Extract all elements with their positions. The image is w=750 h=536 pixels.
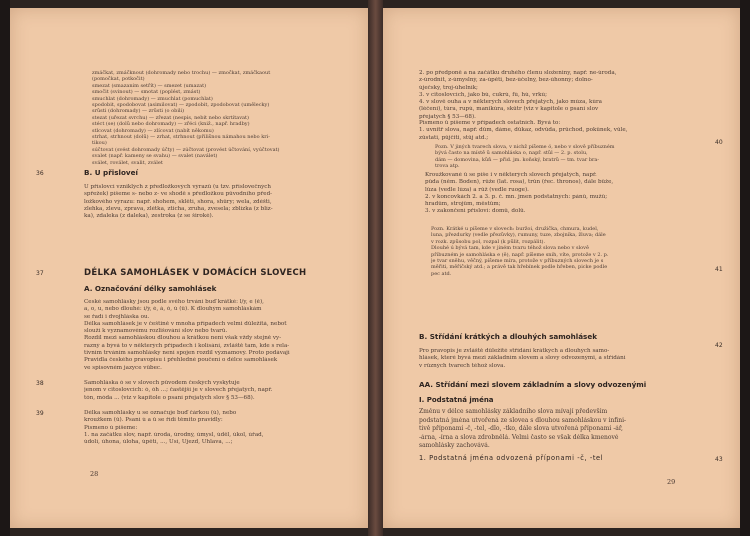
text-line: tivním trváním samohlásky není spojen rozdíl významový. Proto podávají	[84, 350, 290, 357]
text-line: smočit (svinout) — smotat (poplést, zmást)	[92, 89, 201, 96]
text-line: spřežek) píšeme s- nebo z- ve shodě s předložkou původního před-	[84, 191, 273, 198]
text-line: dám — domovina, kůň — přid. jm. koňský, bratrů — tm. tvar bra-	[435, 156, 600, 163]
section-marker-43: 43	[715, 456, 723, 463]
text-line: tivě příponami -č, -tel, -dlo, -tko, dále slova utvořená příponami -ář,	[419, 425, 623, 433]
text-line: zlehka, zlevu, zprava, zlétka, zticha, zruha, zvesela; zblízka (z blíz-	[84, 205, 273, 212]
section-text-40b	[425, 172, 717, 216]
text-line: tikou)	[92, 140, 107, 147]
text-line: z-úrodnit, z-úmyslný, za-úpěti, bez-účelný, bez-úhonný; dolno-	[419, 77, 593, 84]
text-line: stezat (uřezat svrchu) — zřezat (nespis, nebit nebo skrtítavat)	[92, 114, 249, 121]
subsection-heading-aa: AA. Střídání mezi slovem základním a slovy odvozenými	[419, 380, 647, 389]
text-line: samohlásky zachovává.	[419, 442, 490, 450]
text-line: 2. po předponě a na začátku druhého členu složeniny, např. ne-úroda,	[419, 70, 617, 76]
left-book-edge	[0, 0, 10, 536]
text-line: stéct (se) (dolů nebo dohromady) — zřéci (kniž., např. hradby)	[92, 121, 250, 128]
text-line: Změnu v délce samohlásky základního slova mívají především	[419, 408, 608, 415]
text-line: spodobit, spodobovat (asimilovat) — zpodobit, zpodobovat (umělecky)	[92, 102, 270, 109]
book-spine	[368, 0, 383, 536]
text-line: 1. uvnitř slova, např. dům, dáme, důkaz, odvůda, průchod, pokůnek, vůle,	[419, 127, 628, 134]
text-line: U příslovcí vzniklých z předložkových výrazů (u tzv. příslovečných	[84, 184, 271, 190]
section-marker-42: 42	[715, 342, 723, 349]
left-page	[10, 8, 368, 528]
text-line: a, o, u, nebo dlouhé: í/ý, é, á, ó, ú (ů). K dlouhým samohláskám	[84, 306, 262, 313]
text-line: půda (něm. Boden), růže (lat. rosa), trůn (řec. thronos), dále bůže,	[425, 179, 614, 186]
subsection-heading-i: I. Podstatná jména	[419, 396, 494, 404]
text-line: Délka samohlásek je v češtině v mnoha případech velmi důležitá, neboť	[84, 320, 287, 327]
section-heading-36: B. U přisloveí	[84, 168, 138, 177]
right-book-edge	[740, 0, 750, 536]
section-marker-38: 38	[36, 380, 44, 387]
text-line: (pomočkat, potkočit)	[92, 76, 145, 83]
section-note-41	[431, 226, 715, 277]
section-text-40	[419, 120, 715, 142]
page-number-left: 28	[90, 470, 99, 478]
text-line: svalet (např. kameny se svahu) — svalet (naválet)	[92, 153, 218, 160]
text-line: se řadí i dvojhláska ou.	[84, 313, 150, 320]
text-line: ka), zdaleka (z daleka), zestroka (z se široké).	[84, 213, 214, 220]
text-line: měřiti, měřičský atd.; a právě tak hřebínek podle hřeben, picke podle	[431, 264, 608, 271]
text-line: Délka samohlásky u se označuje buď čárkou (ú), nebo	[84, 410, 237, 416]
text-line: hradům, strojům, městům;	[425, 201, 501, 208]
text-line: stlcovat (dohromady) — zlícovat (nabít někomu)	[92, 127, 214, 134]
section-marker-37: 37	[36, 270, 44, 277]
section-marker-36: 36	[36, 170, 44, 177]
text-line: v různých tvarech téhož slova.	[419, 362, 506, 369]
text-line: tón, móda ... (viz v kapitole o psaní přejatých slov § 53—68).	[84, 394, 255, 401]
text-line: ložkového výrazu: např. shohem, sklětí, shora, shůry; wela, zdéšti,	[84, 198, 272, 205]
text-line: 3. v citoslovcích, jako bú, cukrú, fú, hú, vrkú;	[419, 91, 547, 98]
text-line: smezat (smazanim setřít) — smezet (umazat)	[92, 82, 207, 89]
text-line: Dlouhé ú bývá tam, kde v jiném tvaru téhož slova nebo v slově	[431, 245, 589, 252]
section-subheading-37: A. Označování délky samohlásek	[84, 284, 217, 293]
text-line: luna, přezdurky (vedle přezůvky), rumuny, tuze, zbojníka, žluva; dále	[431, 232, 606, 239]
text-line: bývá často na místě ů samohláska o, např. stůl — 2. p. stolu,	[435, 150, 588, 157]
section-marker-40: 40	[715, 139, 723, 146]
text-line: jenom v citoslovcích: ó, óh ...; častější je v slovech přejatých, např.	[84, 387, 273, 394]
text-line: Písmeno ú píšeme:	[84, 424, 138, 431]
text-line: Pozn. V jiných tvarech slova, v nichž píšeme ó, nebo v slově příbuzném	[435, 144, 615, 150]
text-line: 1. na začátku slov, např. úroda, úrodný, úmysl, úděl, úkol, úřad,	[84, 431, 264, 438]
text-line: razný a bývá to v některých případech i kolísání, zvláště tam, kde s rela-	[84, 342, 290, 349]
subsection-text-i	[419, 408, 715, 451]
text-line: hlásek, které bývá mezi základním slovem a slovy odvozenými, a střídání	[419, 355, 626, 362]
section-text-38	[84, 380, 362, 402]
text-line: 4. v slově ouha a v některých slovech přejatých, jako múza, kúra	[419, 99, 602, 106]
text-line: (léčení), túra, rupú, manikúra, skůtr (viz v kapitole o psaní slov	[419, 106, 599, 113]
section-text-39	[84, 410, 362, 446]
section-text-37	[84, 299, 362, 372]
text-line: Pozn. Krátké u píšeme v slovech: buržoi, družička, chmura, kudel,	[431, 226, 599, 232]
text-line: Kroužkované ů se píše i v některých slovech přejatých, např.	[425, 172, 597, 178]
section-heading-37: DÉLKA SAMOHLÁSEK V DOMÁCÍCH SLOVECH	[84, 268, 307, 278]
section-text-36	[84, 184, 362, 220]
top-text	[419, 70, 719, 121]
text-line: strhat, strhnout (dolů) — zrhat, strhnout (přilišnou námahou nebo kri-	[92, 134, 270, 141]
right-page	[383, 8, 740, 528]
text-line: zmáčkat, zmáčknout (dohromady nebo trochu) — zmočkat, zmáčkaout	[92, 70, 271, 76]
text-line: Rozdíl mezi samohláskou dlouhou a krátkou není však vždy stejně vy-	[84, 335, 282, 342]
text-line: 2. v koncovkách 2. a 3. p. č. mn. jmen podstatných: pánů, mužů;	[425, 193, 608, 200]
text-line: trova atp.	[435, 163, 460, 170]
text-line: smuchlat (dohromady) — zmuchlat (pomuchlat)	[92, 95, 213, 102]
text-line: zůstati, půjčiti, stůj atd.;	[419, 134, 489, 141]
section-note-40	[435, 144, 717, 170]
text-line: pec atd.	[431, 270, 452, 277]
text-line: údolí, úhona, úloha, úpětí, ..., Úsí, Újezd, Úhlava, ...;	[84, 439, 233, 446]
top-word-list	[92, 70, 362, 166]
text-line: sválet, roválet, svalit, zválet	[92, 159, 163, 166]
text-line: -árna, -írna a slova zdrobnělá. Velmi často se však délka kmenové	[419, 433, 619, 441]
section-text-43: 1. Podstatná jména odvozená příponami -č, -tel	[419, 454, 604, 462]
text-line: příbuzném je samohláska e (ě), např. píšeme snih, víte, protože v 2. p.	[431, 251, 609, 258]
text-line: slouží k vyznamovému rozlišování slov nebo tvarů.	[84, 328, 228, 335]
text-line: ve spisovném jazyce vůbec.	[84, 364, 162, 371]
section-marker-41: 41	[715, 266, 723, 273]
text-line: Pro pravopis je zvláště důležité střídání krátkých a dlouhých samo-	[419, 348, 610, 354]
text-line: přejatých § 53—68).	[419, 113, 476, 120]
text-line: České samohlásky jsou podle svého trvání buď krátké: l/y, e (ě),	[84, 299, 264, 305]
section-marker-39: 39	[36, 410, 44, 417]
text-line: 3. v zakončení přísloví: domů, dolů.	[425, 208, 526, 215]
text-line: lůza (vedle lúza) a růž (vedle ruoge).	[425, 186, 529, 193]
text-line: Písmeno ů píšeme v případech ostatních. Bývá to:	[419, 120, 561, 126]
section-heading-42: B. Střídání krátkých a dlouhých samohlásek	[419, 332, 597, 341]
text-line: kroužkem (ů). Psaní ú a ů se řídí těmito pravidly:	[84, 417, 223, 424]
text-line: Samohláska ó se v slovech původem českých vyskytuje	[84, 380, 240, 386]
text-line: podstatná jména utvořená ze slovea s dlouhou samohláskou v infini-	[419, 416, 627, 424]
text-line: srůsti (dohromady) — zrůsti (o obili)	[92, 108, 185, 115]
page-number-right: 29	[667, 478, 676, 486]
text-line: súčtovat (svést dohromady účty) — zúčtovat (provést účtování, vyúčtovat)	[92, 146, 280, 153]
text-line: Pravidla českého pravopisu i přehledné poučení o délce samohlásek	[84, 357, 278, 364]
text-line: je tvar sněhu, věčný, píšeme míra, protože v příbuzných slovech je s	[431, 258, 604, 265]
text-line: v rozk. způsobu pol, rozpal (k půlit, rozpálit).	[431, 238, 546, 245]
text-line: úječský, troj-úhelník;	[419, 84, 478, 91]
section-text-42	[419, 348, 715, 370]
